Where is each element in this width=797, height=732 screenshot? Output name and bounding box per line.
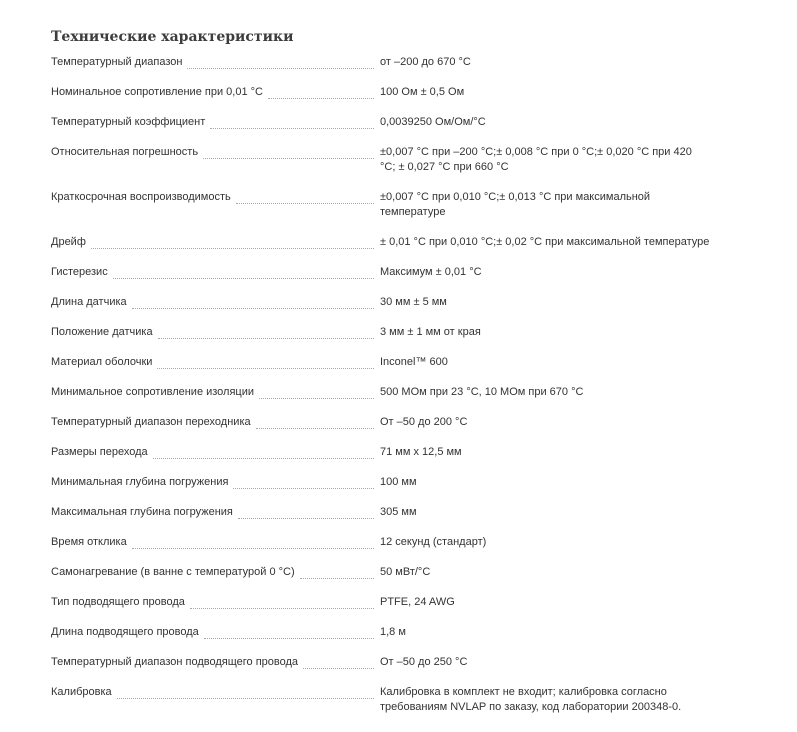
spec-label: Температурный диапазон xyxy=(51,56,183,68)
dotted-leader xyxy=(204,638,374,639)
spec-label: Длина датчика xyxy=(51,296,127,308)
spec-row xyxy=(51,190,751,235)
spec-row xyxy=(51,325,751,355)
dotted-leader xyxy=(132,308,374,309)
spec-value: Калибровка в комплект не входит; калибровка согласно требованиям NVLAP по заказу, код лаборатории 200348-0. xyxy=(380,686,682,713)
spec-row xyxy=(51,85,751,115)
dotted-leader xyxy=(153,458,374,459)
spec-row xyxy=(51,115,751,145)
spec-label: Размеры перехода xyxy=(51,446,148,458)
spec-value: 3 мм ± 1 мм от края xyxy=(380,326,481,338)
spec-value: 71 мм x 12,5 мм xyxy=(380,446,462,458)
spec-value: От –50 до 250 °C xyxy=(380,656,468,668)
spec-value: 500 МОм при 23 °C, 10 МОм при 670 °C xyxy=(380,386,584,398)
specifications-section xyxy=(51,27,751,730)
spec-label: Максимальная глубина погружения xyxy=(51,506,233,518)
spec-value: 12 секунд (стандарт) xyxy=(380,536,487,548)
dotted-leader xyxy=(113,278,374,279)
spec-label: Температурный диапазон подводящего провода xyxy=(51,656,299,668)
spec-value: 30 мм ± 5 мм xyxy=(380,296,447,308)
dotted-leader xyxy=(132,548,374,549)
section-title: Технические характеристики xyxy=(51,29,294,45)
spec-row xyxy=(51,415,751,445)
dotted-leader xyxy=(117,698,374,699)
spec-value: Максимум ± 0,01 °C xyxy=(380,266,482,278)
spec-value: 1,8 м xyxy=(380,626,406,638)
dotted-leader xyxy=(233,488,374,489)
spec-row xyxy=(51,235,751,265)
spec-label: Минимальная глубина погружения xyxy=(51,476,229,488)
spec-row xyxy=(51,265,751,295)
spec-value: 100 Ом ± 0,5 Ом xyxy=(380,86,465,98)
spec-row xyxy=(51,625,751,655)
spec-value: ±0,007 °C при 0,010 °C;± 0,013 °C при максимальной температуре xyxy=(380,191,651,218)
spec-row xyxy=(51,385,751,415)
spec-label: Калибровка xyxy=(51,686,112,698)
spec-label: Дрейф xyxy=(51,236,86,248)
spec-row xyxy=(51,565,751,595)
spec-row xyxy=(51,145,751,190)
spec-label: Самонагревание (в ванне с температурой 0 °C) xyxy=(51,566,295,578)
spec-value: 305 мм xyxy=(380,506,417,518)
dotted-leader xyxy=(300,578,374,579)
dotted-leader xyxy=(256,428,374,429)
dotted-leader xyxy=(190,608,374,609)
spec-label: Минимальное сопротивление изоляции xyxy=(51,386,255,398)
spec-row xyxy=(51,475,751,505)
spec-label: Положение датчика xyxy=(51,326,153,338)
spec-label: Тип подводящего провода xyxy=(51,596,185,608)
dotted-leader xyxy=(303,668,374,669)
spec-row xyxy=(51,55,751,85)
spec-label: Длина подводящего провода xyxy=(51,626,199,638)
spec-value: От –50 до 200 °C xyxy=(380,416,468,428)
dotted-leader xyxy=(210,128,374,129)
spec-value: от –200 до 670 °C xyxy=(380,56,471,68)
dotted-leader xyxy=(203,158,374,159)
spec-row xyxy=(51,535,751,565)
dotted-leader xyxy=(236,203,374,204)
spec-label: Температурный диапазон переходника xyxy=(51,416,251,428)
dotted-leader xyxy=(158,338,374,339)
spec-value: 0,0039250 Ом/Ом/°C xyxy=(380,116,486,128)
spec-value: ±0,007 °C при –200 °C;± 0,008 °C при 0 °C;± 0,020 °C при 420 °C; ± 0,027 °C при 660 °C xyxy=(380,146,692,173)
spec-label: Относительная погрешность xyxy=(51,146,199,158)
spec-label: Номинальное сопротивление при 0,01 °C xyxy=(51,86,263,98)
dotted-leader xyxy=(238,518,374,519)
spec-value: 50 мВт/°C xyxy=(380,566,431,578)
dotted-leader xyxy=(187,68,374,69)
spec-row xyxy=(51,655,751,685)
dotted-leader xyxy=(157,368,374,369)
spec-row xyxy=(51,295,751,325)
spec-row xyxy=(51,355,751,385)
spec-value: ± 0,01 °C при 0,010 °C;± 0,02 °C при максимальной температуре xyxy=(380,236,710,248)
dotted-leader xyxy=(259,398,374,399)
spec-value: Inconel™ 600 xyxy=(380,356,448,368)
spec-label: Время отклика xyxy=(51,536,127,548)
spec-list xyxy=(51,55,751,730)
spec-row xyxy=(51,445,751,475)
spec-value: PTFE, 24 AWG xyxy=(380,596,455,608)
spec-row xyxy=(51,595,751,625)
spec-value: 100 мм xyxy=(380,476,417,488)
dotted-leader xyxy=(268,98,374,99)
spec-row xyxy=(51,505,751,535)
spec-row xyxy=(51,685,751,730)
spec-label: Краткосрочная воспроизводимость xyxy=(51,191,231,203)
spec-label: Материал оболочки xyxy=(51,356,153,368)
spec-label: Гистерезис xyxy=(51,266,108,278)
dotted-leader xyxy=(91,248,374,249)
spec-label: Температурный коэффициент xyxy=(51,116,206,128)
